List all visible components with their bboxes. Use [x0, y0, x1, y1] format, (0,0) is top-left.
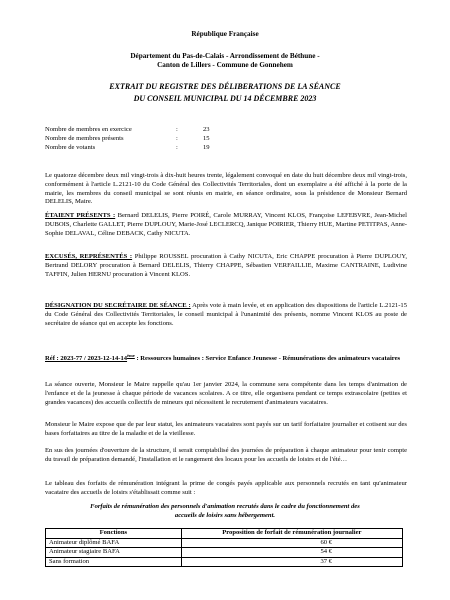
document-title-line1: EXTRAIT DU REGISTRE DES DÉLIBERATIONS DE LA SÉANCE	[109, 82, 341, 91]
secretary-label: DÉSIGNATION DU SECRÉTAIRE DE SÉANCE :	[45, 302, 191, 309]
presents-label: ÉTAIENT PRÉSENTS :	[45, 212, 116, 219]
canton-line: Canton de Lillers - Commune de Gonnehem	[157, 61, 293, 69]
secretary-paragraph	[45, 302, 407, 328]
body-paragraph	[45, 421, 407, 439]
members-sep: :	[176, 126, 178, 133]
body-text: En sus des journées d'ouverture de la structure, il serait comptabilisé des journées de préparation à chaque animateur pour tenir compte du travail de préparation demandé, l'installation et le rangement des locaux pour les accueils de loisirs et de l'été…	[45, 447, 407, 463]
excuses-text: Philippe ROUSSEL procuration à Cathy NICUTA, Eric CHAPPE procuration à Pierre DUPLOUY, Bertrand DELORY procuration à Bernard DELELIS, Thierry CHAPPE, Sébastien VERFAILLIE, Maxime CANTRAINE, Ludivine TAFFIN, Julien HERNU procuration à Vincent KLOS.	[45, 253, 407, 278]
body-paragraph	[45, 480, 407, 498]
function-cell: Animateur stagiaire BAFA	[46, 548, 182, 558]
amount-cell: 37 €	[181, 557, 402, 567]
excuses-label: EXCUSÉS, REPRÉSENTÉS :	[45, 253, 133, 260]
reference-suffix: ème	[127, 353, 135, 358]
table-header-cell: Fonctions	[46, 529, 182, 539]
department-line: Département du Pas-de-Calais - Arrondissement de Béthune -	[130, 52, 320, 60]
function-cell: Sans formation	[46, 557, 182, 567]
members-value: 23	[203, 126, 210, 133]
members-sep: :	[176, 144, 178, 151]
body-paragraph	[45, 381, 407, 407]
presents-paragraph	[45, 212, 407, 238]
reference-subject: : Ressources humaines : Service Enfance Jeunesse - Rémunérations des animateurs vacataires	[134, 355, 401, 363]
reference-number: Réf : 2023-77 / 2023-12-14-14	[45, 355, 128, 363]
intro-text: Le quatorze décembre deux mil vingt-trois à dix-huit heures trente, légalement convoqué en date du huit décembre deux mil vingt-trois, conformément à l'article L.2121-10 du Code Général des Collectivités Territoriales, dont un exemplaire a été affiché à la porte de la mairie, les membres du conseil municipal se sont réunis en mairie, en séance ordinaire, sous la présidence de Monsieur Bernard DELELIS, Maire.	[45, 172, 407, 206]
members-value: 15	[203, 135, 210, 142]
body-text: Le tableau des forfaits de rémunération intégrant la prime de congés payés applicable aux personnels recrutés en tant qu'animateur vacataire des accueils de loisirs s'établissait comme suit :	[45, 480, 407, 496]
members-label: Nombre de membres en exercice	[45, 126, 132, 133]
members-label: Nombre de votants	[45, 144, 96, 151]
reference-heading	[45, 352, 407, 364]
body-paragraph	[45, 447, 407, 465]
intro-paragraph	[45, 172, 407, 207]
table-header-cell: Proposition de forfait de rémunération journalier	[181, 529, 402, 539]
amount-cell: 60 €	[181, 538, 402, 548]
table-row	[46, 548, 403, 558]
members-value: 19	[203, 144, 210, 151]
members-sep: :	[176, 135, 178, 142]
document-title-line2: DU CONSEIL MUNICIPAL DU 14 DÉCEMBRE 2023	[133, 94, 317, 103]
presents-text: Bernard DELELIS, Pierre POIRÉ, Carole MURRAY, Vincent KLOS, Françoise LEFEBVRE, Jean-Michel DUBOIS, Charlette GALLET, Pierre DUPLOUY, Marie-José LECLERCQ, Janique POIRIER, Thierry HUE, Martine PETITPAS, Anne-Sophie DELAVAL, Céline DEBACK, Cathy NICUTA.	[45, 212, 407, 237]
function-cell: Animateur diplômé BAFA	[46, 538, 182, 548]
table-row	[46, 538, 403, 548]
secretary-text: Après vote à main levée, et en application des dispositions de l'article L.2121-15 du Code Général des Collectivités Territoriales, le conseil municipal à l'unanimité des présents, nomme Vincent KLOS au poste de secrétaire de séance qui en accepte les fonctions.	[45, 302, 407, 327]
excuses-paragraph	[45, 253, 407, 279]
amount-cell: 54 €	[181, 548, 402, 558]
table-header-row	[46, 529, 403, 539]
table-caption-line2: accueils de loisirs sans hébergement.	[174, 512, 276, 519]
table-row	[46, 557, 403, 567]
table-caption-line1: Forfaits de rémunération des personnels d'animation recrutés dans le cadre du fonctionnement des	[90, 503, 360, 510]
body-text: La séance ouverte, Monsieur le Maire rappelle qu'au 1er janvier 2024, la commune sera compétente dans les temps d'animation de l'enfance et de la jeunesse à chaque période de vacances scolaires. A ce titre, elle organisera pendant ce temps extrascolaire (petites et grandes vacances) des accueils collectifs de mineurs qui nécessitent le recrutement d'animateurs vacataires.	[45, 381, 407, 406]
republic-heading: République Française	[191, 30, 259, 38]
remuneration-table	[45, 528, 403, 567]
members-label: Nombre de membres présents	[45, 135, 124, 142]
body-text: Monsieur le Maire expose que de par leur statut, les animateurs vacataires sont payés sur un tarif forfaitaire journalier et cotisent sur des bases forfaitaires au titre de la maladie et de la vieillesse.	[45, 421, 407, 437]
